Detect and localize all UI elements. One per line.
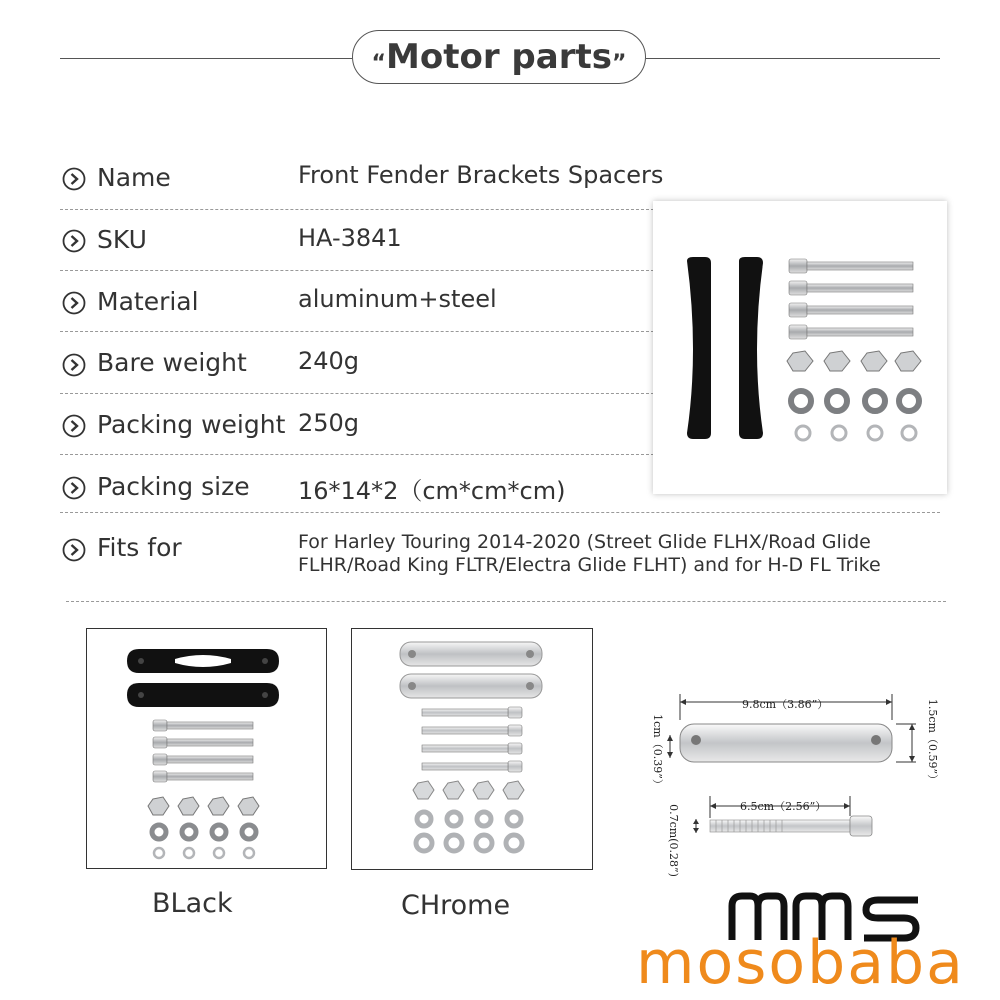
product-photo-main-graphic xyxy=(653,201,947,494)
row-divider xyxy=(66,601,946,602)
product-photo-main xyxy=(653,201,947,494)
dimension-bolt-diameter-label: 0.7cm(0.28”) xyxy=(666,804,680,877)
spec-label-material: Material xyxy=(97,287,199,316)
variant-black-photo xyxy=(86,628,327,869)
variant-chrome-photo xyxy=(351,628,593,870)
spec-value-name: Front Fender Brackets Spacers xyxy=(298,161,664,189)
dimension-large-height-label: 1.5cm（0.59”） xyxy=(926,698,940,786)
header-rule-right xyxy=(646,58,940,59)
row-divider xyxy=(60,209,654,210)
spec-label-sku: SKU xyxy=(97,225,147,254)
spec-value-bare-weight: 240g xyxy=(298,347,360,375)
variant-black-graphic xyxy=(87,629,326,868)
chevron-right-circle-icon xyxy=(62,538,86,562)
row-divider xyxy=(60,393,654,394)
variant-chrome-label: CHrome xyxy=(401,890,511,921)
brand-wordmark: mosobaba xyxy=(636,928,965,998)
variant-black-label: BLack xyxy=(152,888,233,919)
dimension-small-height-label: 1cm（0.39”） xyxy=(650,714,664,790)
spec-label-packing-weight: Packing weight xyxy=(97,410,286,439)
header-rule-left xyxy=(60,58,352,59)
chevron-right-circle-icon xyxy=(62,353,86,377)
row-divider xyxy=(60,454,654,455)
page-title: “Motor parts” xyxy=(371,37,627,77)
chevron-right-circle-icon xyxy=(62,476,86,500)
spec-label-packing-size: Packing size xyxy=(97,472,250,501)
spec-value-fits-for: For Harley Touring 2014-2020 (Street Glide FLHX/Road Glide FLHR/Road King FLTR/Electra Glide FLHT) and for H-D FL Trike xyxy=(298,531,881,576)
dimension-length-label: 9.8cm（3.86”） xyxy=(742,698,829,711)
chevron-right-circle-icon xyxy=(62,291,86,315)
spec-value-packing-weight: 250g xyxy=(298,409,360,437)
chevron-right-circle-icon xyxy=(62,229,86,253)
dimension-bolt-length-label: 6.5cm（2.56”） xyxy=(740,800,827,813)
spec-value-packing-size: 16*14*2（cm*cm*cm) xyxy=(298,477,566,505)
header-pill xyxy=(352,30,646,84)
row-divider xyxy=(60,270,654,271)
spec-label-bare-weight: Bare weight xyxy=(97,348,247,377)
row-divider xyxy=(60,512,940,513)
spec-label-fits-for: Fits for xyxy=(97,533,182,562)
spec-value-sku: HA-3841 xyxy=(298,224,402,252)
spec-value-material: aluminum+steel xyxy=(298,285,497,313)
variant-chrome-graphic xyxy=(352,629,592,869)
chevron-right-circle-icon xyxy=(62,167,86,191)
row-divider xyxy=(60,331,654,332)
spec-label-name: Name xyxy=(97,163,171,192)
chevron-right-circle-icon xyxy=(62,414,86,438)
